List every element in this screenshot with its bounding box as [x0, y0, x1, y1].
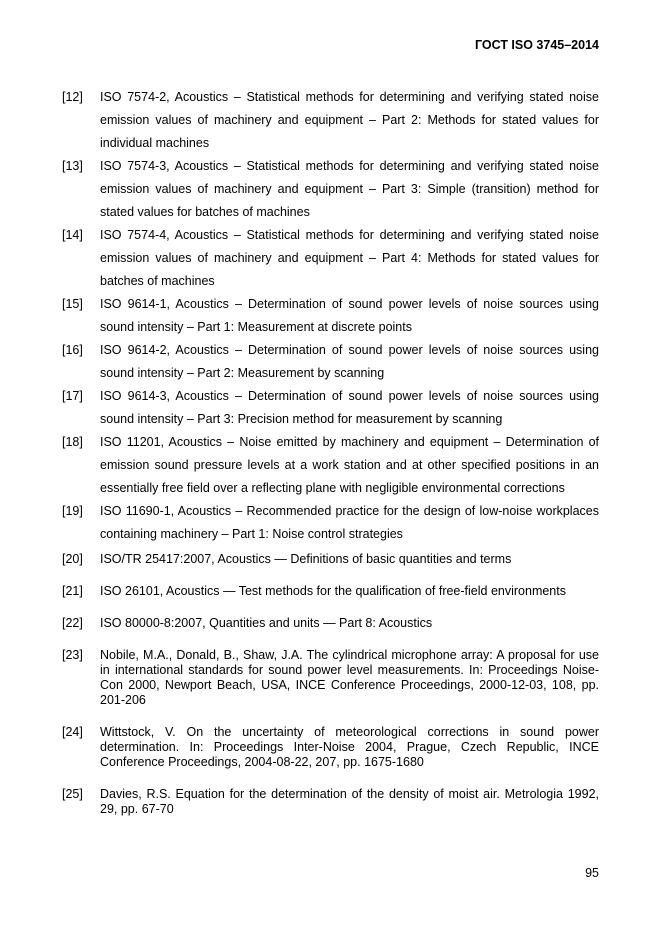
- reference-number: [17]: [62, 389, 83, 403]
- reference-item: [62, 224, 599, 293]
- reference-text: ISO 7574-2, Acoustics – Statistical methods for determining and verifying stated noise emission values of machinery and equipment – Part 2: Methods for stated values for individual machines: [100, 90, 599, 150]
- reference-number: [13]: [62, 159, 83, 173]
- reference-number: [23]: [62, 648, 83, 662]
- reference-text: ISO 7574-3, Acoustics – Statistical methods for determining and verifying stated noise emission values of machinery and equipment – Part 3: Simple (transition) method for stated values for batches of machines: [100, 159, 599, 219]
- reference-item: [62, 339, 599, 385]
- reference-item: [62, 616, 599, 631]
- reference-number: [16]: [62, 343, 83, 357]
- reference-number: [18]: [62, 435, 83, 449]
- reference-text: ISO/TR 25417:2007, Acoustics — Definitions of basic quantities and terms: [100, 552, 512, 566]
- reference-number: [20]: [62, 552, 83, 566]
- reference-number: [25]: [62, 787, 83, 801]
- reference-number: [19]: [62, 504, 83, 518]
- reference-text: Davies, R.S. Equation for the determination of the density of moist air. Metrologia 1992, 29, pp. 67-70: [100, 787, 599, 816]
- reference-number: [15]: [62, 297, 83, 311]
- reference-number: [12]: [62, 90, 83, 104]
- reference-number: [21]: [62, 584, 83, 598]
- reference-text: Nobile, M.A., Donald, B., Shaw, J.A. The cylindrical microphone array: A proposal for use in international standards for sound power level measurements. In: Proceedings Noise-Con 2000, Newport Beach, USA, INCE Conference Proceedings, 2000-12-03, 108, pp. 201-206: [100, 648, 599, 707]
- reference-text: ISO 11690-1, Acoustics – Recommended practice for the design of low-noise workplaces containing machinery – Part 1: Noise control strategies: [100, 504, 599, 541]
- reference-item: [62, 293, 599, 339]
- reference-item: [62, 725, 599, 770]
- reference-text: ISO 11201, Acoustics – Noise emitted by machinery and equipment – Determination of emission sound pressure levels at a work station and at other specified positions in an essentially free field over a reflecting plane with negligible environmental corrections: [100, 435, 599, 495]
- reference-item: [62, 648, 599, 708]
- reference-item: [62, 431, 599, 500]
- reference-text: ISO 26101, Acoustics — Test methods for the qualification of free-field environments: [100, 584, 566, 598]
- document-header: ГОСТ ISO 3745–2014: [474, 38, 599, 52]
- reference-text: ISO 7574-4, Acoustics – Statistical methods for determining and verifying stated noise emission values of machinery and equipment – Part 4: Methods for stated values for batches of machines: [100, 228, 599, 288]
- reference-item: [62, 385, 599, 431]
- reference-number: [14]: [62, 228, 83, 242]
- reference-text: ISO 9614-3, Acoustics – Determination of sound power levels of noise sources using sound intensity – Part 3: Precision method for measurement by scanning: [100, 389, 599, 426]
- reference-item: [62, 584, 599, 599]
- reference-number: [24]: [62, 725, 83, 739]
- reference-text: ISO 9614-2, Acoustics – Determination of sound power levels of noise sources using sound intensity – Part 2: Measurement by scanning: [100, 343, 599, 380]
- reference-item: [62, 86, 599, 155]
- reference-text: ISO 80000-8:2007, Quantities and units — Part 8: Acoustics: [100, 616, 433, 630]
- reference-item: [62, 500, 599, 546]
- reference-item: [62, 155, 599, 224]
- page-number: 95: [585, 866, 599, 880]
- reference-text: Wittstock, V. On the uncertainty of meteorological corrections in sound power determination. In: Proceedings Inter-Noise 2004, Prague, Czech Republic, INCE Conference Proceedings, 2004-08-22, 207, pp. 1675-1680: [100, 725, 599, 769]
- reference-text: ISO 9614-1, Acoustics – Determination of sound power levels of noise sources using sound intensity – Part 1: Measurement at discrete points: [100, 297, 599, 334]
- reference-item: [62, 552, 599, 567]
- reference-number: [22]: [62, 616, 83, 630]
- reference-item: [62, 787, 599, 817]
- reference-list: [62, 86, 599, 817]
